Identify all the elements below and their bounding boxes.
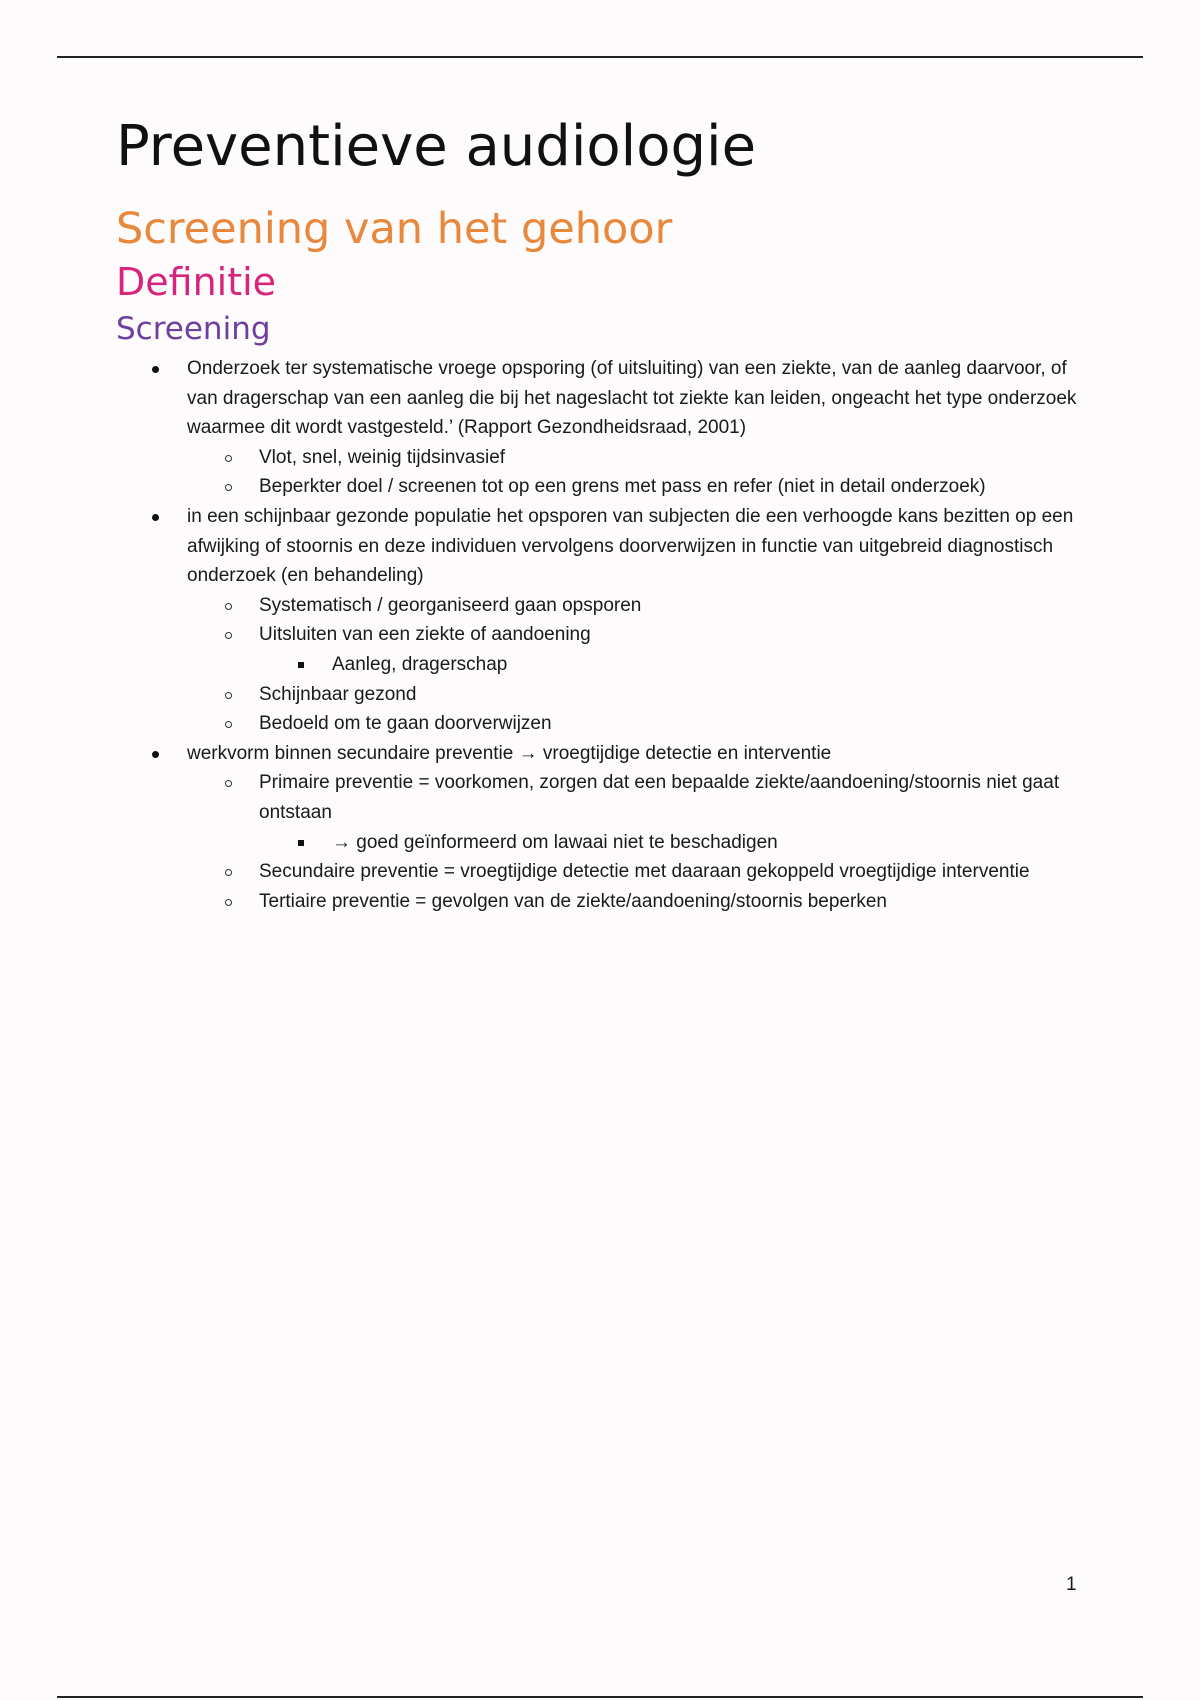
document-title: Preventieve audiologie bbox=[116, 114, 757, 179]
bullet-circle-icon bbox=[225, 869, 232, 876]
bullet-circle-icon bbox=[225, 455, 232, 462]
subsection-heading: Definitie bbox=[116, 260, 277, 304]
sub-sub-list bbox=[259, 828, 1096, 858]
header-rule bbox=[57, 56, 1143, 58]
list-item-text: Secundaire preventie = vroegtijdige detectie met daaraan gekoppeld vroegtijdige interventie bbox=[259, 861, 1030, 883]
list-item-text: Tertiaire preventie = gevolgen van de ziekte/aandoening/stoornis beperken bbox=[259, 890, 887, 912]
list-item bbox=[187, 502, 1096, 739]
list-item bbox=[259, 768, 1096, 857]
list-item-text: Uitsluiten van een ziekte of aandoening bbox=[259, 624, 591, 646]
list-item bbox=[259, 620, 1096, 679]
sub-list bbox=[187, 443, 1096, 502]
page-number: 1 bbox=[1066, 1574, 1077, 1595]
list-item bbox=[259, 857, 1096, 887]
bullet-list bbox=[116, 354, 1096, 916]
list-item-text: Aanleg, dragerschap bbox=[332, 653, 508, 675]
bullet-square-icon bbox=[298, 840, 304, 846]
bullet-square-icon bbox=[298, 662, 304, 668]
list-item bbox=[332, 650, 1096, 680]
subsubsection-heading: Screening bbox=[116, 311, 271, 347]
sub-list bbox=[187, 591, 1096, 739]
list-item bbox=[259, 472, 1096, 502]
list-item-text: → goed geïnformeerd om lawaai niet te beschadigen bbox=[332, 831, 778, 853]
list-item bbox=[259, 680, 1096, 710]
list-item bbox=[187, 354, 1096, 502]
bullet-disc-icon bbox=[152, 366, 159, 373]
list-item bbox=[259, 887, 1096, 917]
list-item-text: Primaire preventie = voorkomen, zorgen dat een bepaalde ziekte/aandoening/stoornis niet gaat ontstaan bbox=[259, 772, 1060, 823]
bullet-circle-icon bbox=[225, 632, 232, 639]
list-item bbox=[259, 709, 1096, 739]
bullet-disc-icon bbox=[152, 514, 159, 521]
list-item-text: Onderzoek ter systematische vroege opsporing (of uitsluiting) van een ziekte, van de aanleg daarvoor, of van dragerschap van een aanleg die bij het nageslacht tot ziekte kan leiden, ongeacht het type onderzoek waarmee dit wordt vastgesteld.’ (Rapport Gezondheidsraad, 2001) bbox=[187, 358, 1077, 439]
section-heading: Screening van het gehoor bbox=[116, 204, 673, 254]
list-item-text: Schijnbaar gezond bbox=[259, 683, 417, 705]
page-content bbox=[116, 108, 1096, 916]
list-item bbox=[259, 591, 1096, 621]
list-item-text: Bedoeld om te gaan doorverwijzen bbox=[259, 713, 552, 735]
bullet-circle-icon bbox=[225, 484, 232, 491]
bullet-circle-icon bbox=[225, 692, 232, 699]
list-item-text: Beperkter doel / screenen tot op een grens met pass en refer (niet in detail onderzoek) bbox=[259, 476, 986, 498]
list-item-text: werkvorm binnen secundaire preventie → vroegtijdige detectie en interventie bbox=[187, 742, 832, 764]
list-item-text: Vlot, snel, weinig tijdsinvasief bbox=[259, 446, 506, 468]
bullet-circle-icon bbox=[225, 780, 232, 787]
sub-sub-list bbox=[259, 650, 1096, 680]
list-item bbox=[187, 739, 1096, 917]
list-item-text: in een schijnbaar gezonde populatie het opsporen van subjecten die een verhoogde kans bezitten op een afwijking of stoornis en deze individuen vervolgens doorverwijzen in functie van uitgebreid diagnostisch onderzoek (en behandeling) bbox=[187, 505, 1074, 587]
sub-list bbox=[187, 768, 1096, 916]
list-item bbox=[332, 828, 1096, 858]
bullet-circle-icon bbox=[225, 721, 232, 728]
footer-rule bbox=[57, 1696, 1143, 1698]
list-item bbox=[259, 443, 1096, 473]
bullet-circle-icon bbox=[225, 899, 232, 906]
list-item-text: Systematisch / georganiseerd gaan opsporen bbox=[259, 594, 642, 616]
bullet-disc-icon bbox=[152, 751, 159, 758]
bullet-circle-icon bbox=[225, 603, 232, 610]
